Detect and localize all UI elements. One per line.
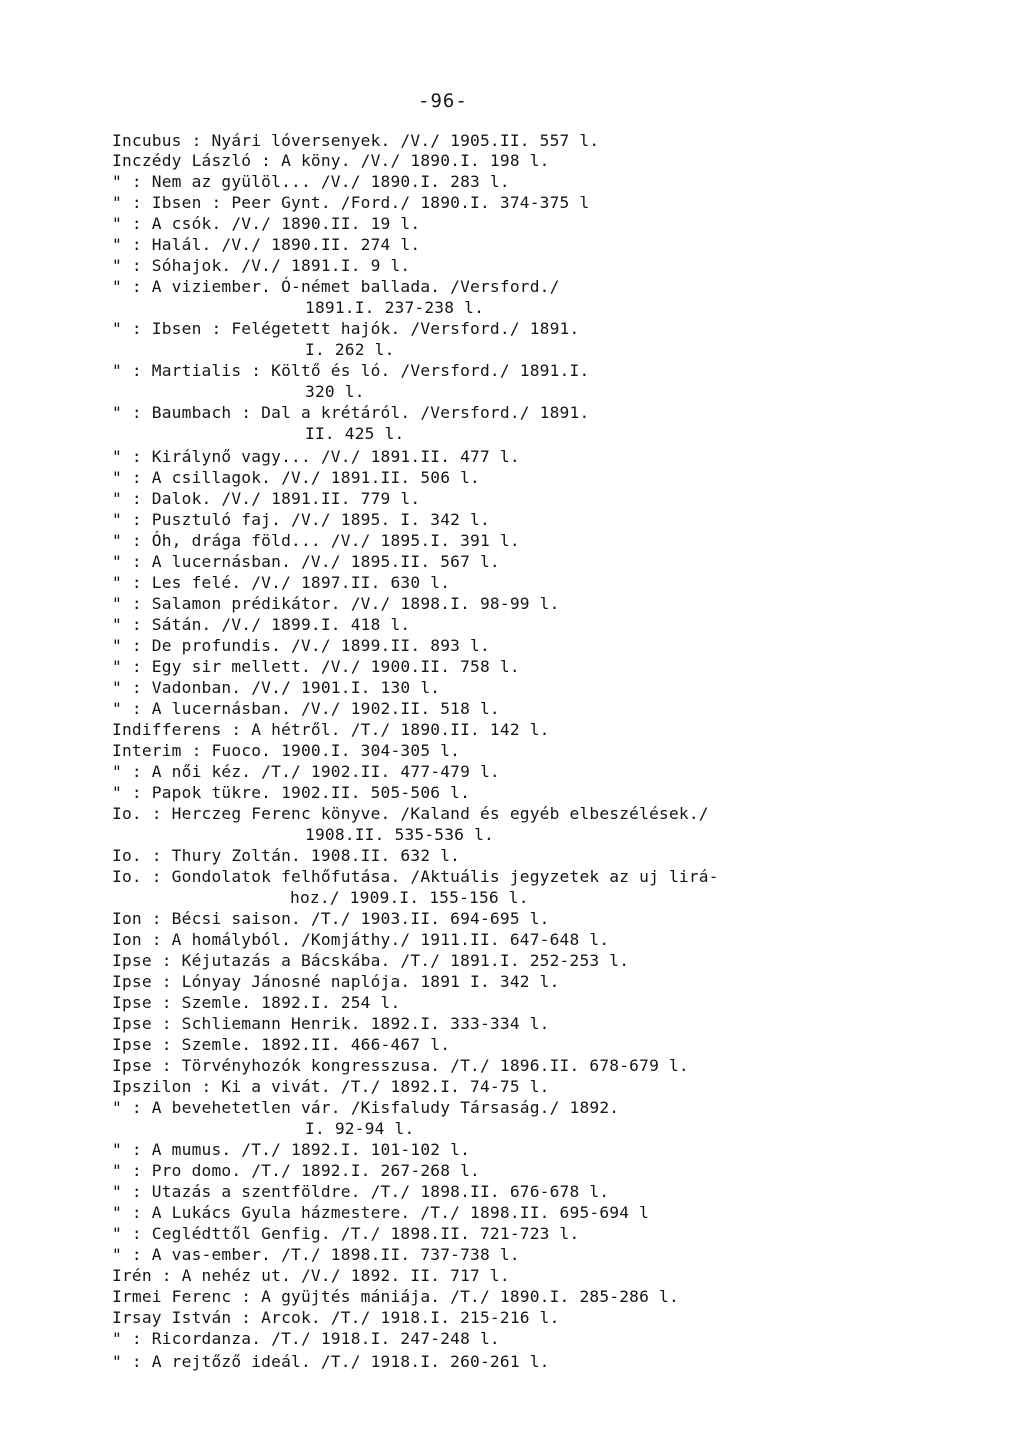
entry-line: Ipse : Szemle. 1892.II. 466-467 l. [112,1035,451,1054]
entry-continuation: 320 l. [305,382,365,401]
entry-line: Irmei Ferenc : A gyüjtés mániája. /T./ 1890.I. 285-286 l. [112,1287,679,1306]
entry-line: " : Halál. /V./ 1890.II. 274 l. [112,235,421,254]
entry-line: Ipszilon : Ki a vivát. /T./ 1892.I. 74-75 l. [112,1077,550,1096]
entry-line: " : A lucernásban. /V./ 1902.II. 518 l. [112,699,500,718]
entry-continuation: 1908.II. 535-536 l. [305,825,494,844]
entry-line: " : Les felé. /V./ 1897.II. 630 l. [112,573,451,592]
entry-line: " : Nem az gyülöl... /V./ 1890.I. 283 l. [112,172,510,191]
entry-line: Irsay István : Arcok. /T./ 1918.I. 215-216 l. [112,1308,560,1327]
entry-line: Irén : A nehéz ut. /V./ 1892. II. 717 l. [112,1266,510,1285]
entry-line: Ipse : Kéjutazás a Bácskába. /T./ 1891.I. 252-253 l. [112,951,630,970]
entry-line: " : Pusztuló faj. /V./ 1895. I. 342 l. [112,510,490,529]
entry-line: Interim : Fuoco. 1900.I. 304-305 l. [112,741,461,760]
entry-line: Io. : Thury Zoltán. 1908.II. 632 l. [112,846,461,865]
entry-line: " : Pro domo. /T./ 1892.I. 267-268 l. [112,1161,480,1180]
entry-line: " : Ceglédttől Genfig. /T./ 1898.II. 721-723 l. [112,1224,580,1243]
entry-line: " : Baumbach : Dal a krétáról. /Versford./ 1891. [112,403,590,422]
entry-line: Io. : Gondolatok felhőfutása. /Aktuális jegyzetek az uj lirá- [112,867,719,886]
entry-line: " : Ibsen : Felégetett hajók. /Versford./ 1891. [112,319,580,338]
entry-line: " : Egy sir mellett. /V./ 1900.II. 758 l. [112,657,520,676]
entry-line: " : A mumus. /T./ 1892.I. 101-102 l. [112,1140,471,1159]
entry-line: " : Vadonban. /V./ 1901.I. 130 l. [112,678,441,697]
entry-line: Io. : Herczeg Ferenc könyve. /Kaland és egyéb elbeszélések./ [112,804,709,823]
entry-line: " : Ibsen : Peer Gynt. /Ford./ 1890.I. 374-375 l [112,193,590,212]
page-number: -96- [418,90,468,112]
entry-line: " : Királynő vagy... /V./ 1891.II. 477 l. [112,447,520,466]
entry-line: " : De profundis. /V./ 1899.II. 893 l. [112,636,490,655]
entry-line: " : A csók. /V./ 1890.II. 19 l. [112,214,421,233]
entry-continuation: II. 425 l. [305,424,405,443]
entry-line: Ion : A homályból. /Komjáthy./ 1911.II. 647-648 l. [112,930,610,949]
entry-line: " : Dalok. /V./ 1891.II. 779 l. [112,489,421,508]
entry-line: " : Ricordanza. /T./ 1918.I. 247-248 l. [112,1329,500,1348]
entry-line: " : Salamon prédikátor. /V./ 1898.I. 98-99 l. [112,594,560,613]
entry-line: Indifferens : A hétről. /T./ 1890.II. 142 l. [112,720,550,739]
entry-line: " : A Lukács Gyula házmestere. /T./ 1898.II. 695-694 l [112,1203,650,1222]
entry-line: Ipse : Lónyay Jánosné naplója. 1891 I. 342 l. [112,972,560,991]
entry-continuation: I. 262 l. [305,340,395,359]
entry-line: Ion : Bécsi saison. /T./ 1903.II. 694-695 l. [112,909,550,928]
entry-line: " : A csillagok. /V./ 1891.II. 506 l. [112,468,480,487]
entry-line: " : A vas-ember. /T./ 1898.II. 737-738 l. [112,1245,520,1264]
entry-line: " : Papok tükre. 1902.II. 505-506 l. [112,783,471,802]
entry-line: " : A női kéz. /T./ 1902.II. 477-479 l. [112,762,500,781]
entry-continuation: 1891.I. 237-238 l. [305,298,485,317]
entry-continuation: hoz./ 1909.I. 155-156 l. [290,888,529,907]
entry-line: " : A bevehetetlen vár. /Kisfaludy Társaság./ 1892. [112,1098,620,1117]
entry-line: " : A rejtőző ideál. /T./ 1918.I. 260-261 l. [112,1352,550,1371]
entry-line: " : Óh, drága föld... /V./ 1895.I. 391 l. [112,531,520,550]
entry-line: " : Utazás a szentföldre. /T./ 1898.II. 676-678 l. [112,1182,610,1201]
entry-line: " : Sátán. /V./ 1899.I. 418 l. [112,615,411,634]
entry-line: " : Martialis : Költő és ló. /Versford./ 1891.I. [112,361,590,380]
entry-line: Inczédy László : A köny. /V./ 1890.I. 198 l. [112,151,550,170]
entry-line: Incubus : Nyári lóversenyek. /V./ 1905.II. 557 l. [112,131,600,150]
entry-line: Ipse : Törvényhozók kongresszusa. /T./ 1896.II. 678-679 l. [112,1056,689,1075]
entry-line: " : A lucernásban. /V./ 1895.II. 567 l. [112,552,500,571]
entry-line: Ipse : Schliemann Henrik. 1892.I. 333-334 l. [112,1014,550,1033]
entry-line: " : A viziember. Ó-német ballada. /Versford./ [112,277,560,296]
entry-continuation: I. 92-94 l. [305,1119,415,1138]
entry-line: " : Sóhajok. /V./ 1891.I. 9 l. [112,256,411,275]
entry-line: Ipse : Szemle. 1892.I. 254 l. [112,993,401,1012]
